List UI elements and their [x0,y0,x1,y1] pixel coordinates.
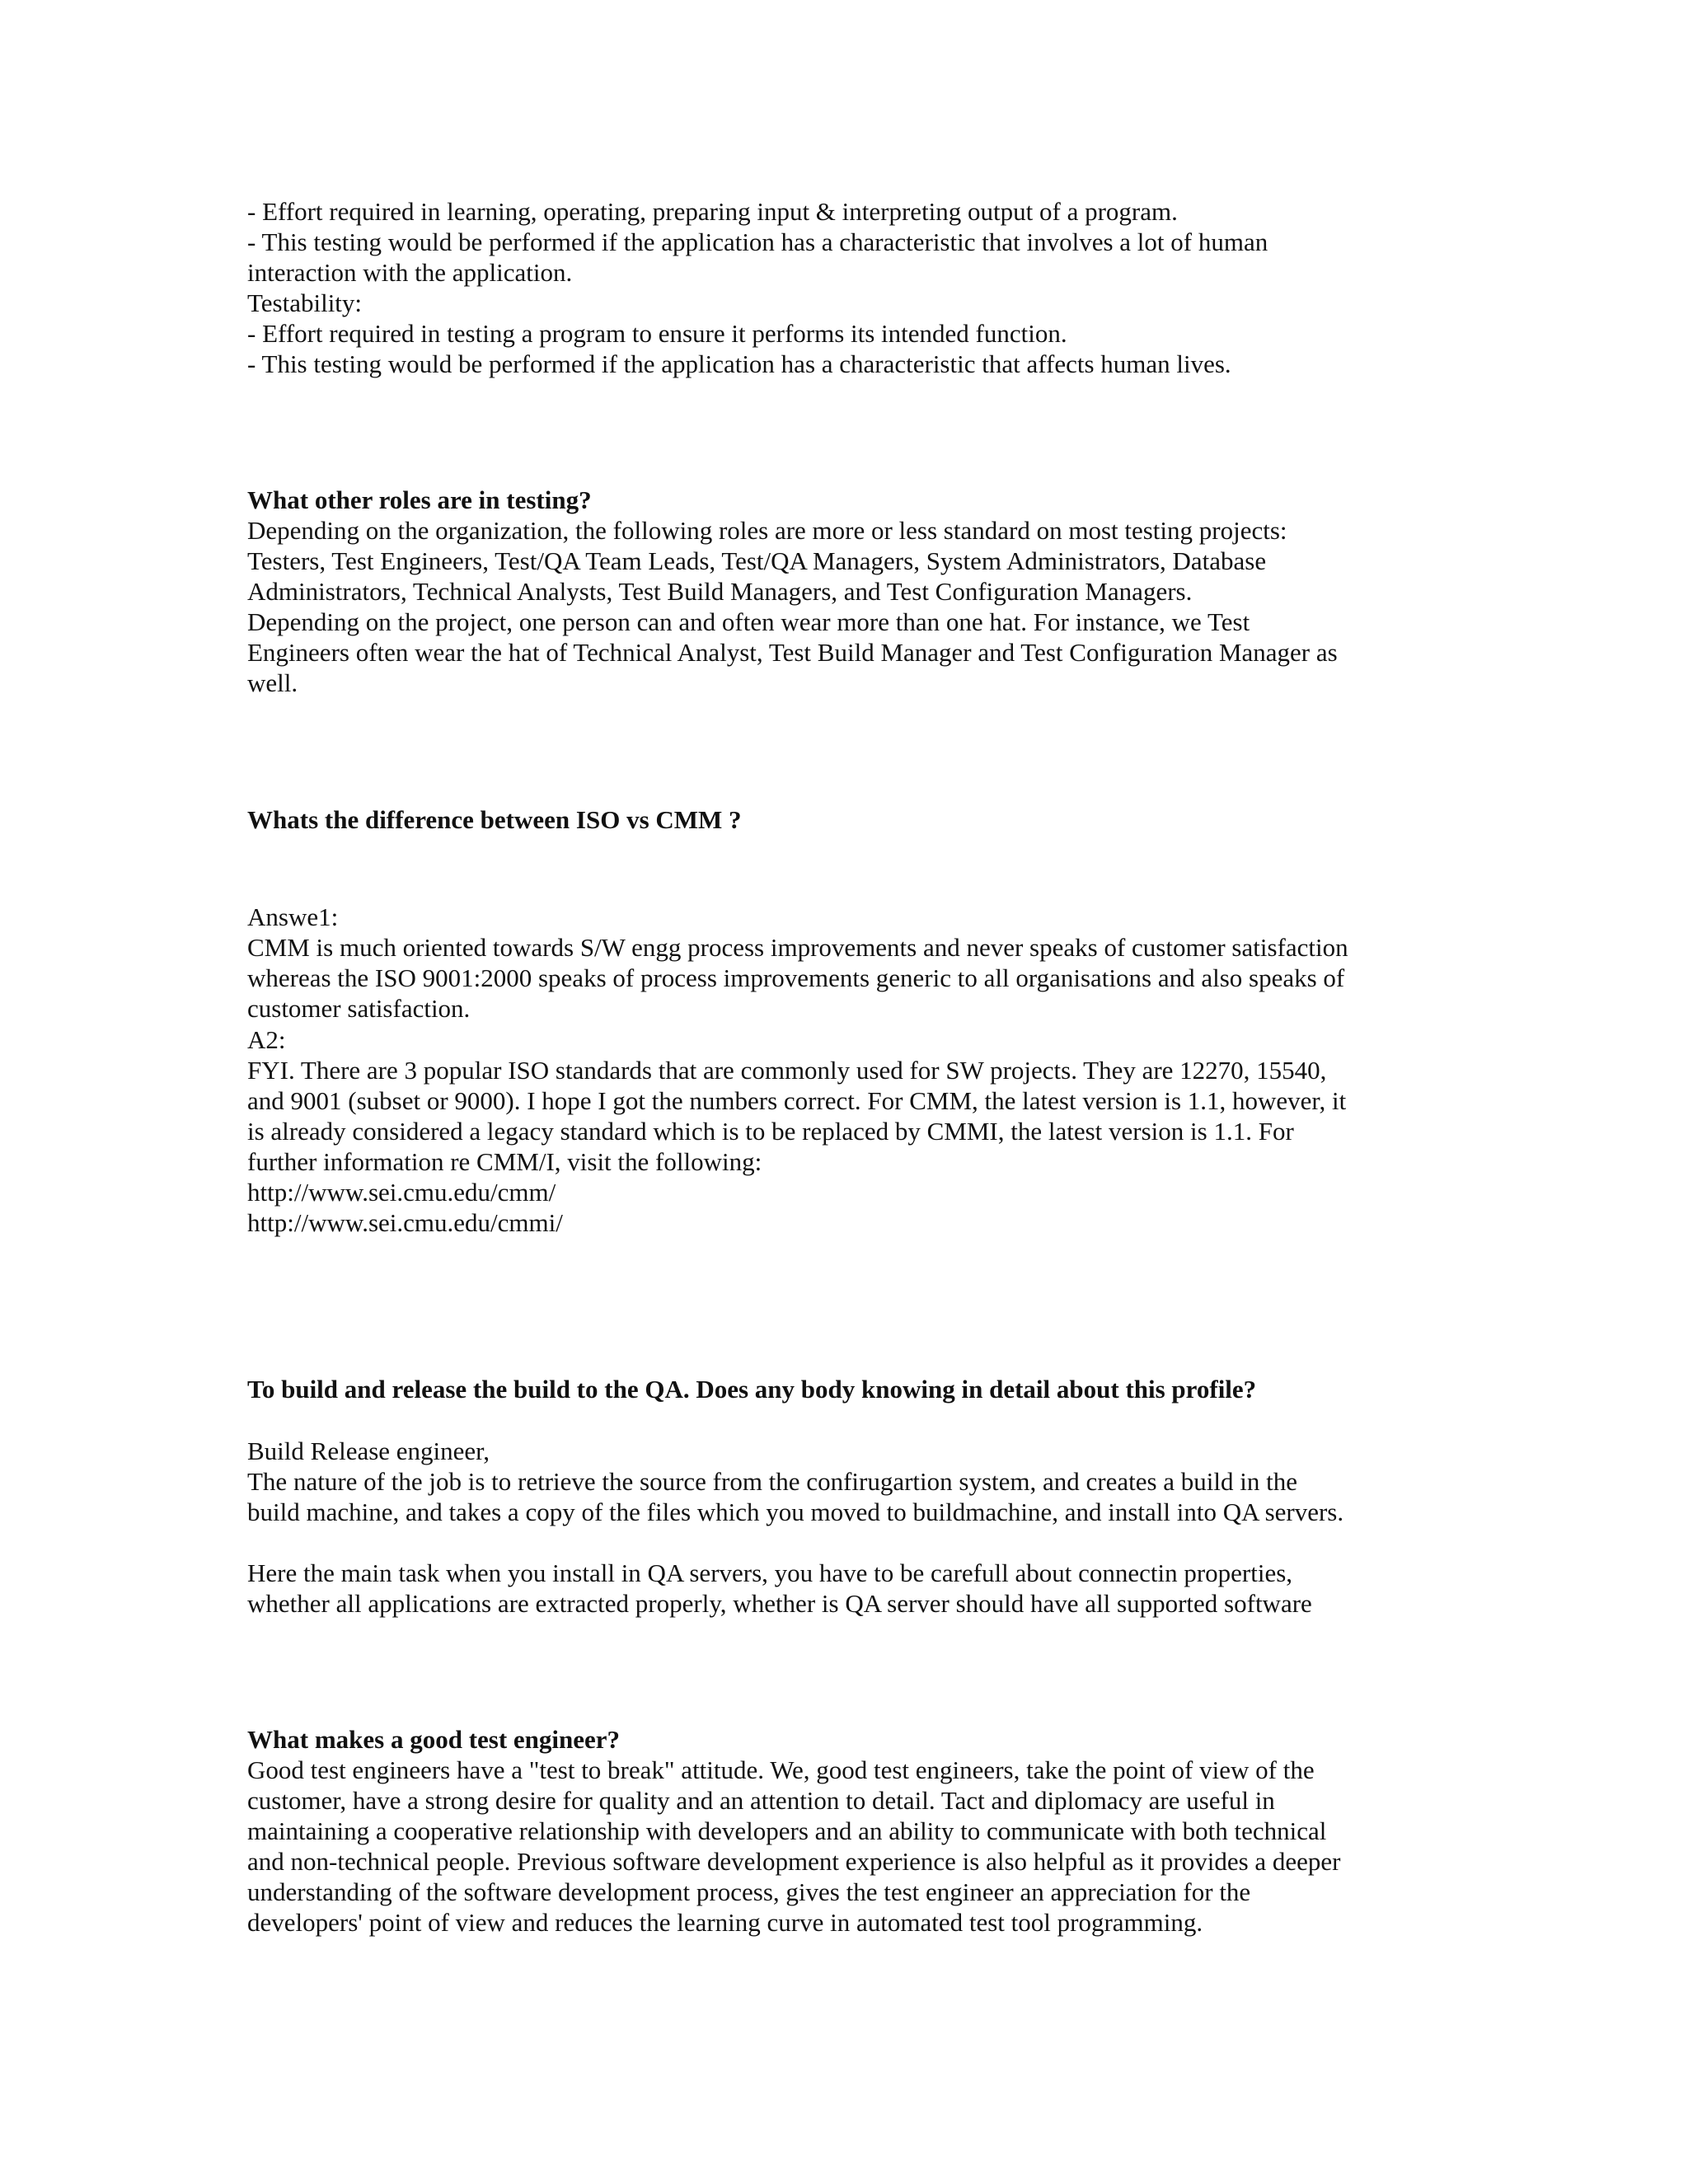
text-line: CMM is much oriented towards S/W engg process improvements and never speaks of customer satisfaction [247,933,1348,962]
text-line: customer satisfaction. [247,994,471,1023]
url-text: http://www.sei.cmu.edu/cmmi/ [247,1208,563,1237]
text-line: Good test engineers have a "test to break" attitude. We, good test engineers, take the point of view of the [247,1755,1315,1784]
text-line: Depending on the project, one person can and often wear more than one hat. For instance, we Test [247,607,1250,636]
text-line: Administrators, Technical Analysts, Test Build Managers, and Test Configuration Managers. [247,577,1193,606]
section-heading: What makes a good test engineer? [247,1725,621,1754]
text-line: Build Release engineer, [247,1436,490,1465]
answer-label: Answe1: [247,902,339,931]
text-line: Depending on the organization, the following roles are more or less standard on most testing projects: [247,516,1287,545]
text-line: interaction with the application. [247,258,573,287]
text-line: and non-technical people. Previous software development experience is also helpful as it provides a deeper [247,1847,1341,1876]
text-line: maintaining a cooperative relationship with developers and an ability to communicate with both technical [247,1816,1327,1845]
text-line: well. [247,668,298,697]
text-line: whereas the ISO 9001:2000 speaks of process improvements generic to all organisations and also speaks of [247,963,1345,992]
text-line: developers' point of view and reduces the learning curve in automated test tool programming. [247,1908,1203,1937]
usability-section [247,196,1442,379]
text-line: customer, have a strong desire for quality and an attention to detail. Tact and diplomacy are useful in [247,1786,1275,1815]
text-line: understanding of the software development process, gives the test engineer an appreciation for the [247,1877,1251,1906]
text-line: and 9001 (subset or 9000). I hope I got the numbers correct. For CMM, the latest version is 1.1, however, it [247,1086,1347,1115]
iso-cmm-answer1 [247,902,1442,1024]
build-paragraph-1 [247,1436,1442,1527]
text-line: is already considered a legacy standard which is to be replaced by CMMI, the latest version is 1.1. For [247,1117,1294,1146]
text-line: further information re CMM/I, visit the following: [247,1147,762,1176]
text-line: FYI. There are 3 popular ISO standards that are commonly used for SW projects. They are 12270, 15540, [247,1056,1327,1085]
text-line: - Effort required in testing a program to ensure it performs its intended function. [247,319,1067,348]
build-paragraph-2 [247,1558,1442,1619]
text-line: Here the main task when you install in QA servers, you have to be carefull about connectin properties, [247,1558,1293,1587]
engineer-section [247,1724,1442,1938]
text-line: - This testing would be performed if the application has a characteristic that involves a lot of human [247,227,1268,256]
text-line: - This testing would be performed if the application has a characteristic that affects human lives. [247,349,1231,378]
section-heading: What other roles are in testing? [247,485,592,514]
text-line: whether all applications are extracted properly, whether is QA server should have all supported software [247,1589,1312,1618]
text-line: Engineers often wear the hat of Technical Analyst, Test Build Manager and Test Configuration Manager as [247,638,1338,667]
section-heading: To build and release the build to the QA. Does any body knowing in detail about this profile? [247,1375,1257,1404]
text-line: build machine, and takes a copy of the files which you moved to buildmachine, and install into QA servers. [247,1497,1344,1526]
iso-cmm-answer2 [247,1024,1442,1238]
build-heading-block [247,1374,1442,1404]
text-line: The nature of the job is to retrieve the source from the confirugartion system, and creates a build in the [247,1467,1298,1496]
roles-section [247,485,1442,698]
url-text: http://www.sei.cmu.edu/cmm/ [247,1178,556,1207]
text-line: Testers, Test Engineers, Test/QA Team Leads, Test/QA Managers, System Administrators, Database [247,546,1267,575]
text-line: Testability: [247,288,363,317]
section-heading: Whats the difference between ISO vs CMM ? [247,805,742,834]
iso-cmm-heading-block [247,804,1442,835]
answer-label: A2: [247,1025,286,1054]
text-line: - Effort required in learning, operating, preparing input & interpreting output of a program. [247,197,1178,226]
